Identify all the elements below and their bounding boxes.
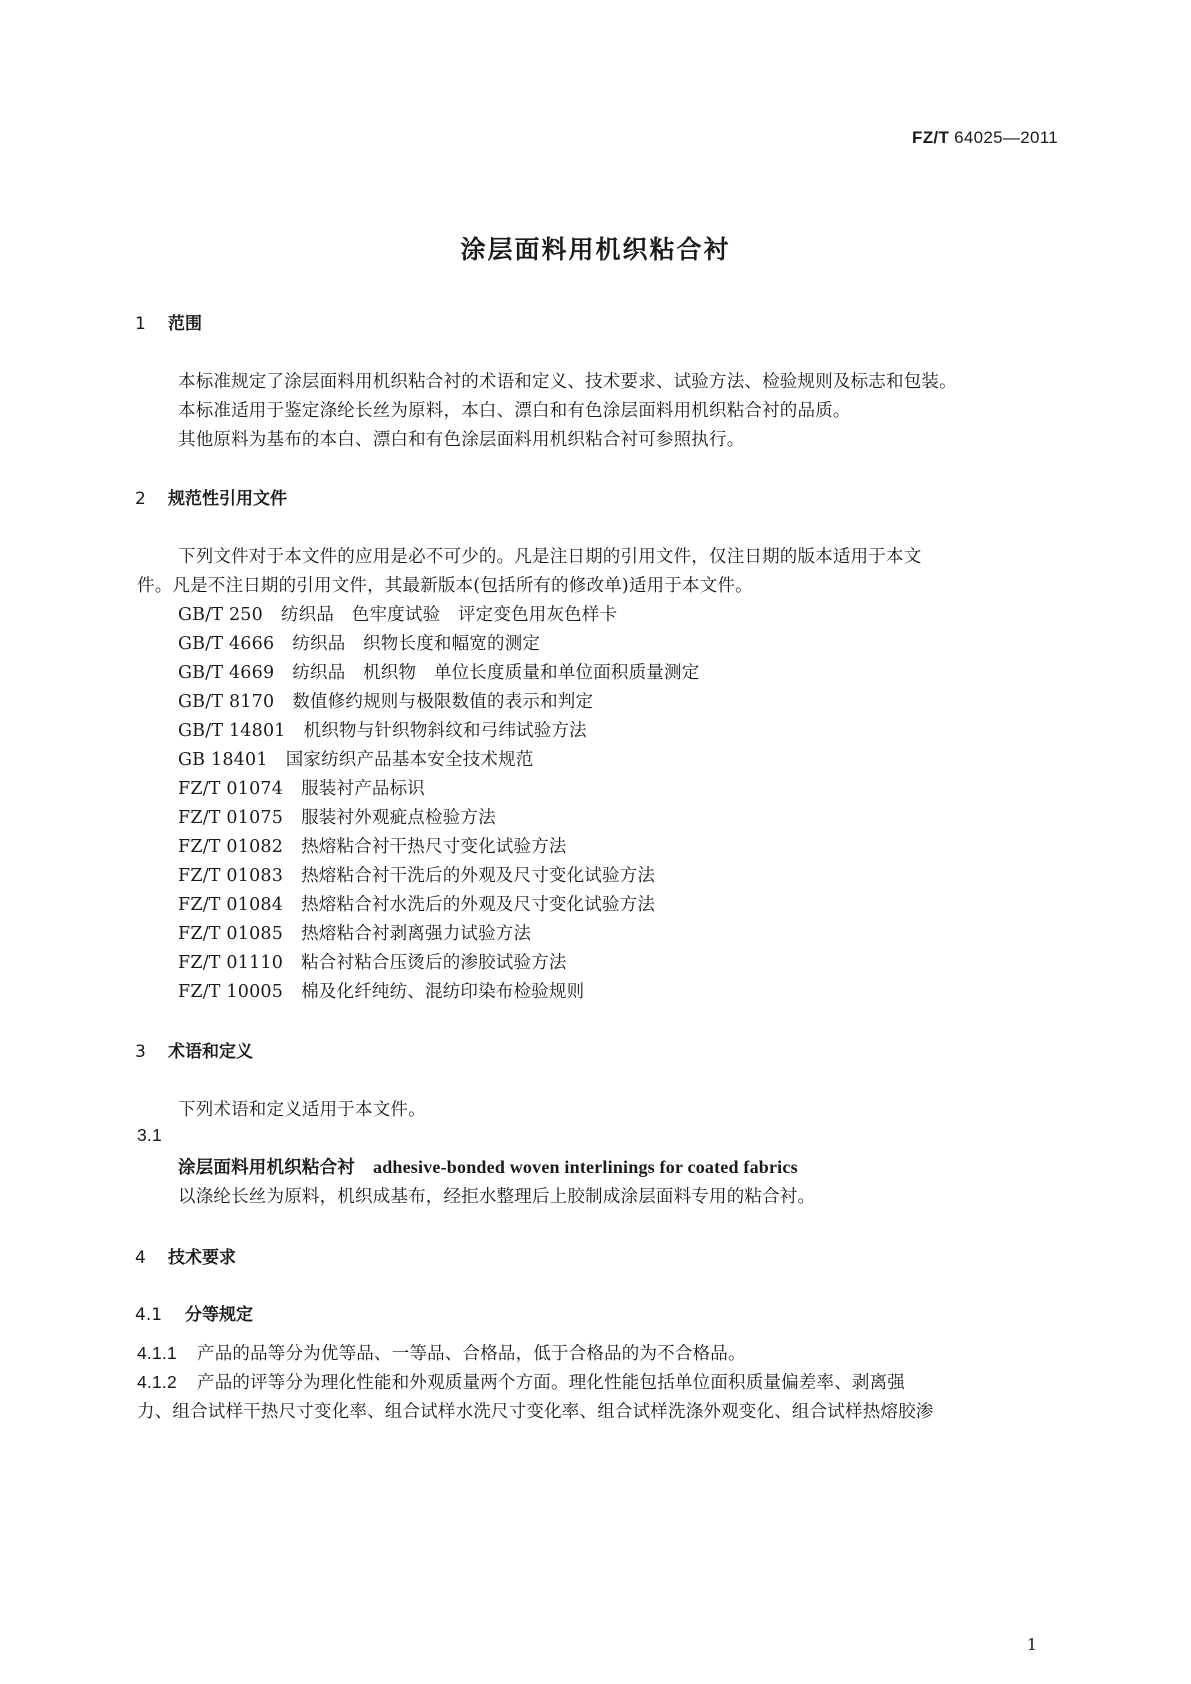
reference-code: GB 18401 [178,750,268,770]
document-title: 涂层面料用机织粘合衬 [460,235,731,264]
reference-entry [178,601,617,626]
section-number: 1 [135,314,146,334]
section-title: 技术要求 [168,1248,236,1268]
clause-text: 产品的评等分为理化性能和外观质量两个方面。理化性能包括单位面积质量偏差率、剥离强 [197,1373,905,1393]
reference-code: GB/T 8170 [178,692,275,712]
term-definition: 以涤纶长丝为原料，机织成基布，经拒水整理后上胶制成涂层面料专用的粘合衬。 [178,1187,816,1207]
clause-text: 产品的品等分为优等品、一等品、合格品，低于合格品的为不合格品。 [197,1344,746,1364]
terms-intro: 下列术语和定义适用于本文件。 [178,1100,426,1120]
reference-entry [178,775,425,800]
term-name-chinese: 涂层面料用机织粘合衬 [178,1158,355,1178]
clause-number: 4.1.1 [137,1343,177,1363]
section-number: 2 [135,489,146,509]
reference-code: FZ/T 01085 [178,924,284,944]
reference-code: FZ/T 01075 [178,808,284,828]
reference-code: GB/T 14801 [178,721,286,741]
reference-title: 国家纺织产品基本安全技术规范 [285,750,534,770]
section-3-heading [135,1037,253,1062]
reference-title: 纺织品 机织物 单位长度质量和单位面积质量测定 [292,663,700,683]
term-number: 3.1 [137,1125,162,1145]
reference-entry [178,978,584,1003]
reference-code: FZ/T 01110 [178,953,284,973]
section-title: 术语和定义 [168,1042,253,1062]
reference-title: 数值修约规则与极限数值的表示和判定 [292,692,594,712]
section-title: 范围 [168,314,202,334]
subsection-number: 4.1 [135,1305,163,1325]
scope-paragraph: 其他原料为基布的本白、漂白和有色涂层面料用机织粘合衬可参照执行。 [178,430,745,450]
references-intro-line: 件。凡是不注日期的引用文件，其最新版本(包括所有的修改单)适用于本文件。 [137,576,753,596]
subsection-title: 分等规定 [185,1305,253,1325]
section-4-heading [135,1243,236,1268]
term-name-english: adhesive-bonded woven interlinings for coated fabrics [373,1157,798,1177]
clause-number: 4.1.2 [137,1372,177,1392]
reference-title: 热熔粘合衬水洗后的外观及尺寸变化试验方法 [301,895,656,915]
standard-code-number: 64025—2011 [954,128,1058,147]
reference-entry [178,862,655,887]
reference-code: GB/T 4666 [178,634,275,654]
section-2-heading [135,484,287,509]
references-intro-line: 下列文件对于本文件的应用是必不可少的。凡是注日期的引用文件，仅注日期的版本适用于本文 [178,547,922,567]
subsection-4-1-heading [135,1300,253,1325]
standard-code-prefix: FZ/T [912,128,950,147]
reference-entry [178,920,531,945]
reference-entry [178,717,587,742]
reference-entry [178,833,567,858]
reference-code: FZ/T 01074 [178,779,284,799]
scope-paragraph: 本标准适用于鉴定涤纶长丝为原料，本白、漂白和有色涂层面料用机织粘合衬的品质。 [178,401,851,421]
reference-code: FZ/T 01082 [178,837,284,857]
reference-code: FZ/T 01084 [178,895,284,915]
reference-code: GB/T 4669 [178,663,275,683]
reference-entry [178,746,534,771]
page-number: 1 [1026,1635,1037,1654]
section-number: 4 [135,1248,146,1268]
reference-title: 热熔粘合衬干热尺寸变化试验方法 [301,837,567,857]
reference-title: 热熔粘合衬剥离强力试验方法 [301,924,532,944]
reference-entry [178,949,567,974]
reference-title: 热熔粘合衬干洗后的外观及尺寸变化试验方法 [301,866,656,886]
standard-number [912,128,1058,148]
reference-entry [178,688,593,713]
reference-entry [178,891,655,916]
section-1-heading [135,309,202,334]
reference-title: 纺织品 色牢度试验 评定变色用灰色样卡 [280,605,618,625]
section-title: 规范性引用文件 [168,489,287,509]
reference-code: GB/T 250 [178,605,263,625]
clause-4-1-2 [137,1369,905,1394]
reference-code: FZ/T 10005 [178,982,284,1002]
reference-title: 棉及化纤纯纺、混纺印染布检验规则 [301,982,585,1002]
clause-continuation-line: 力、组合试样干热尺寸变化率、组合试样水洗尺寸变化率、组合试样洗涤外观变化、组合试样热熔胶渗 [137,1402,934,1422]
term-name [178,1154,798,1179]
reference-title: 机织物与针织物斜纹和弓纬试验方法 [303,721,587,741]
reference-title: 纺织品 织物长度和幅宽的测定 [292,634,541,654]
reference-entry [178,804,496,829]
reference-code: FZ/T 01083 [178,866,284,886]
reference-title: 服装衬产品标识 [301,779,426,799]
reference-entry [178,659,699,684]
section-number: 3 [135,1042,146,1062]
reference-title: 服装衬外观疵点检验方法 [301,808,496,828]
scope-paragraph: 本标准规定了涂层面料用机织粘合衬的术语和定义、技术要求、试验方法、检验规则及标志和包装。 [178,372,957,392]
clause-4-1-1 [137,1340,746,1365]
reference-title: 粘合衬粘合压烫后的渗胶试验方法 [301,953,567,973]
reference-entry [178,630,540,655]
